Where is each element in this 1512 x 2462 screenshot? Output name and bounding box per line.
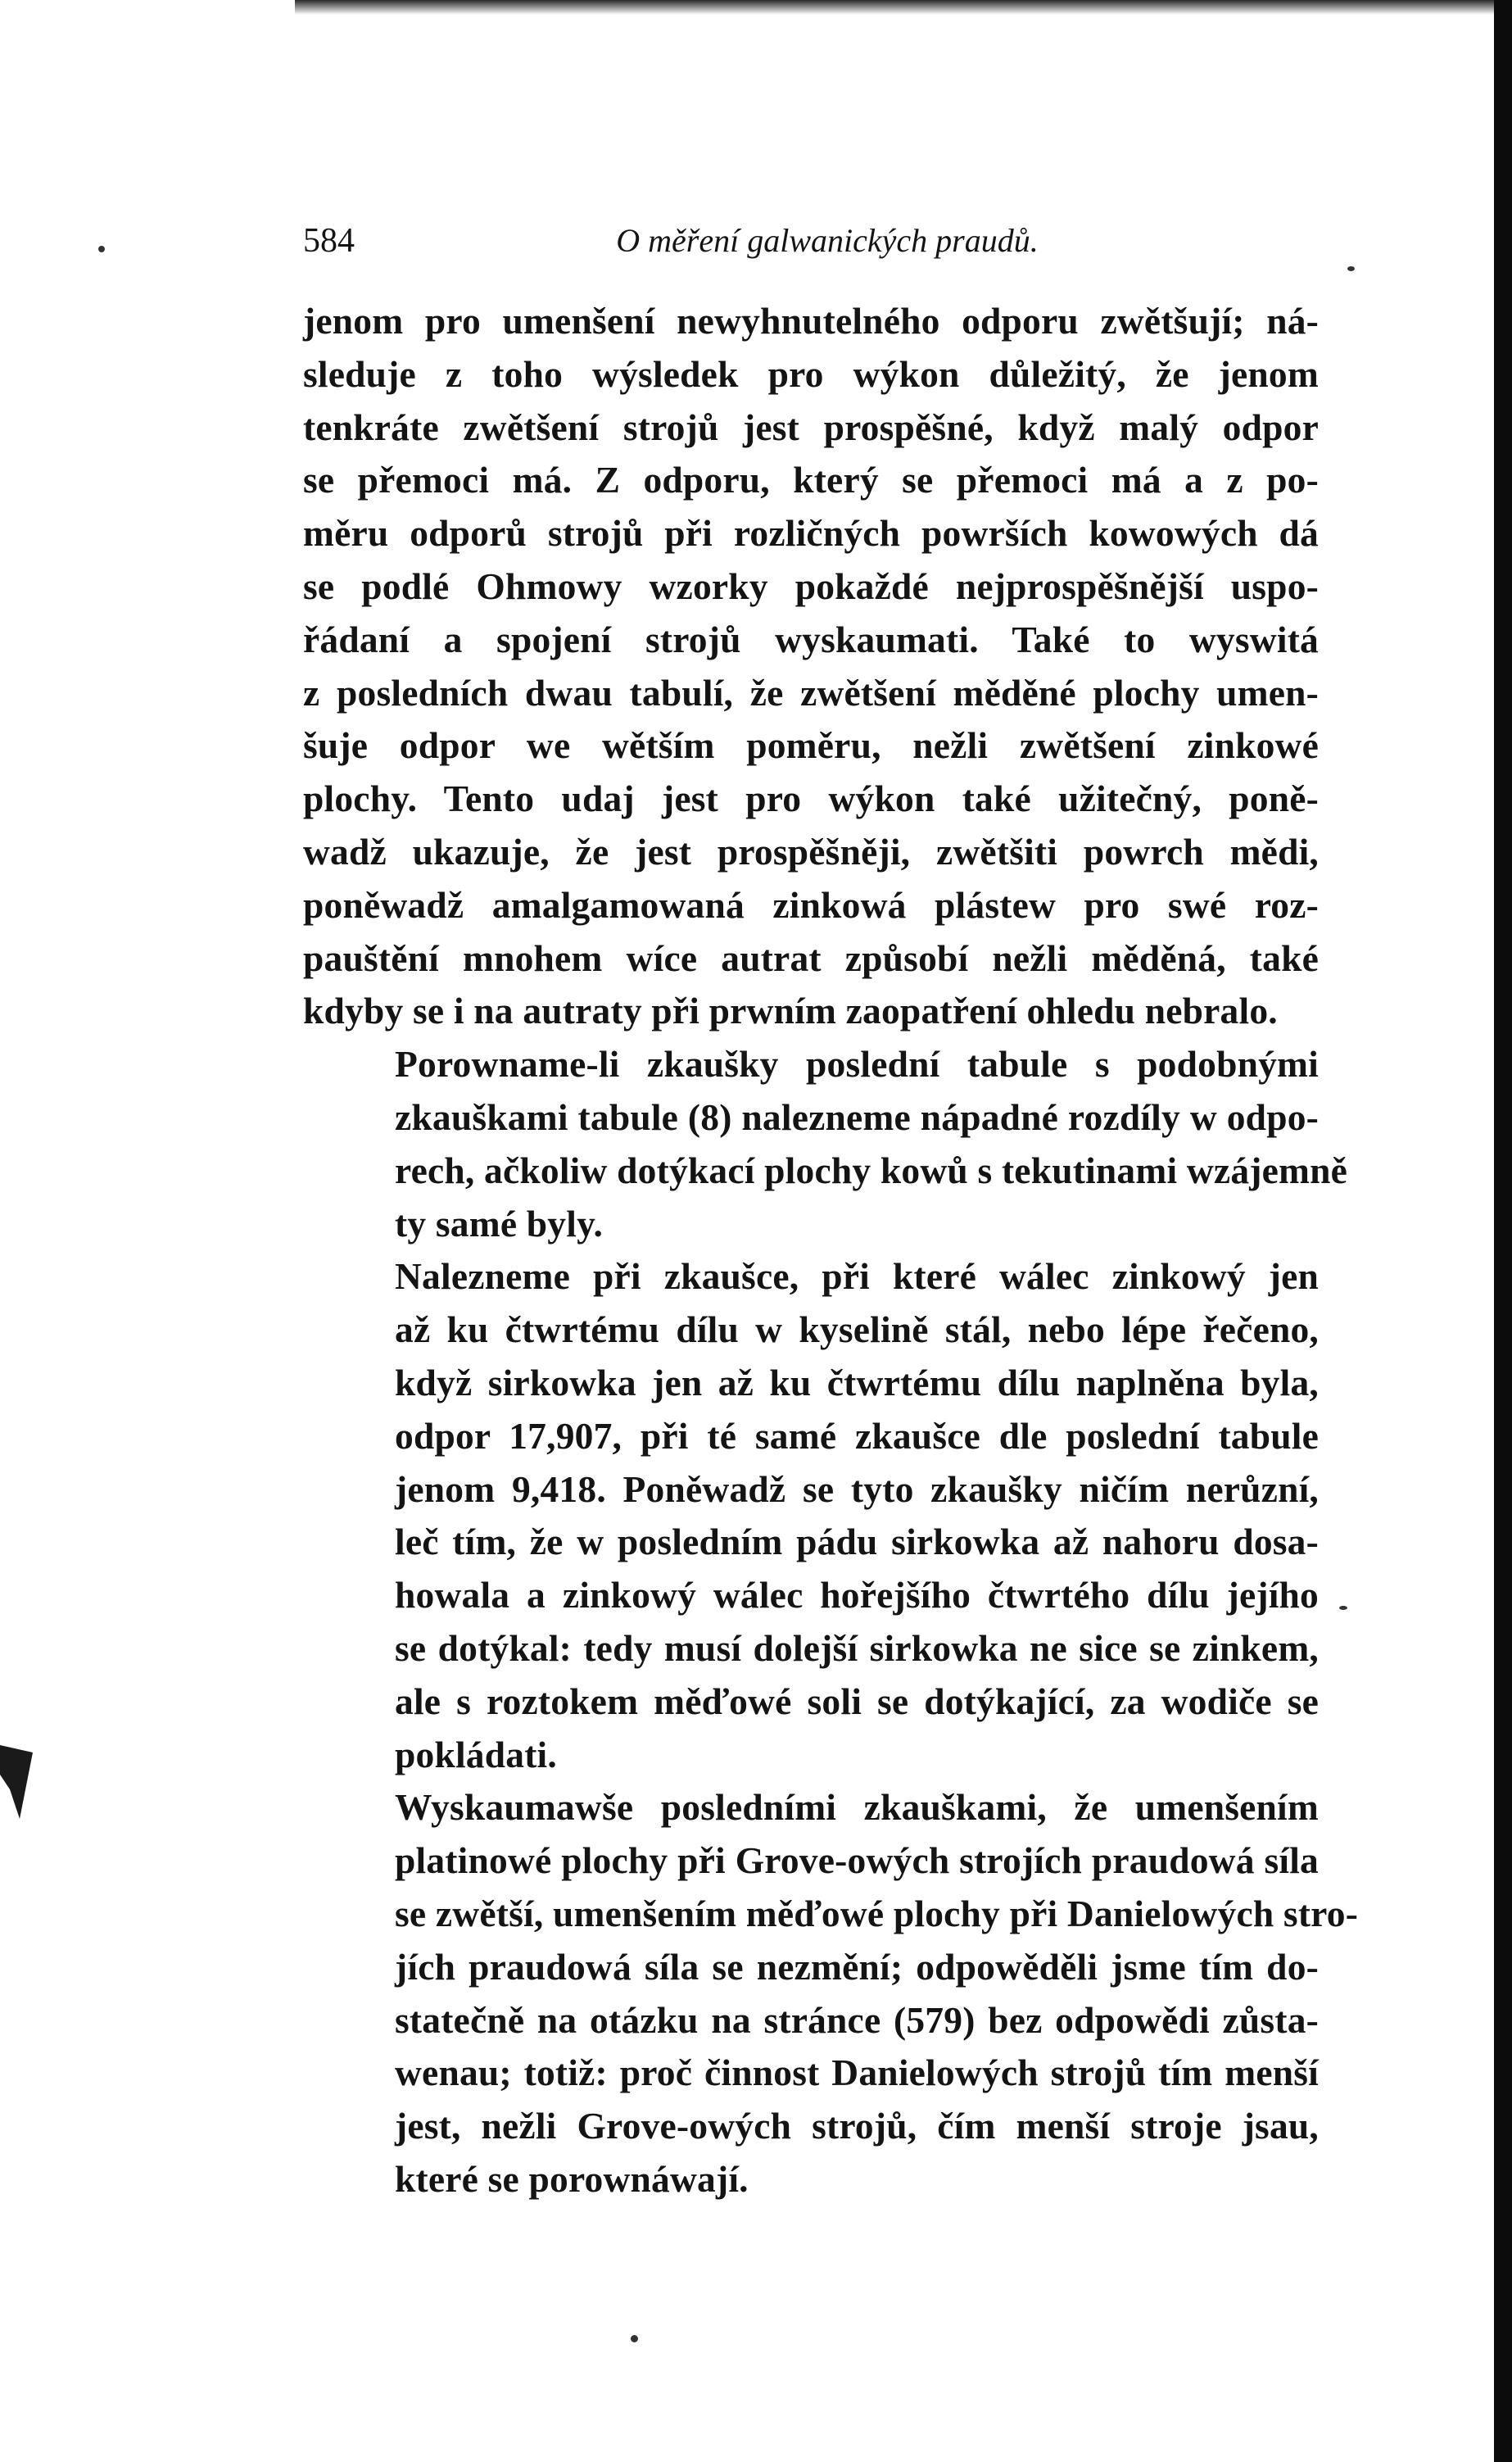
text-line: wenau; totiž: proč činnost Danielowých strojů tím menší [395, 2052, 1319, 2094]
scan-speck [1339, 1606, 1347, 1610]
text-line: když sirkowka jen až ku čtwrtému dílu naplněna byla, [395, 1361, 1319, 1403]
text-line: odpor 17,907, při té samé zkaušce dle poslední tabule [395, 1414, 1319, 1457]
text-line: sleduje z toho wýsledek pro wýkon důležitý, že jenom [303, 352, 1319, 395]
text-line: řádaní a spojení strojů wyskaumati. Také to wyswitá [303, 618, 1319, 660]
text-line: statečně na otázku na stránce (579) bez odpowědi zůsta- [395, 1998, 1319, 2041]
text-line: jenom 9,418. Poněwadž se tyto zkaušky ničím nerůzní, [395, 1467, 1319, 1510]
scan-speck [631, 2335, 638, 2342]
text-line: Wyskaumawše posledními zkauškami, že umenšením [395, 1786, 1319, 1829]
text-line: platinowé plochy při Grove-owých strojích praudowá síla [395, 1839, 1319, 1882]
paragraph [303, 1250, 1319, 1781]
text-line: rech, ačkoliw dotýkací plochy kowů s tekutinami wzájemně [395, 1149, 1348, 1191]
text-line: jích praudowá síla se nezmění; odpowěděli jsme tím do- [395, 1945, 1319, 1988]
text-line: jenom pro umenšení newyhnutelného odporu zwětšují; ná- [303, 300, 1319, 342]
text-line: měru odporů strojů při rozličných powrších kowowých dá [303, 512, 1319, 555]
running-title: O měření galwanických praudů. [616, 222, 1039, 259]
page-number: 584 [303, 222, 355, 260]
text-line: se podlé Ohmowy wzorky pokaždé nejprospěšnější uspo- [303, 564, 1319, 607]
text-line: ty samé byly. [395, 1202, 604, 1245]
text-line: se dotýkal: tedy musí dolejší sirkowka ne sice se zinkem, [395, 1626, 1319, 1669]
text-line: pauštění mnohem wíce autrat způsobí nežli měděná, také [303, 936, 1319, 979]
text-line: wadž ukazuje, že jest prospěšněji, zwětšiti powrch mědi, [303, 830, 1319, 873]
text-line: leč tím, že w posledním pádu sirkowka až nahoru dosa- [395, 1521, 1319, 1563]
scan-speck [98, 246, 105, 252]
scan-mark-left [0, 1745, 33, 1819]
scan-edge-right [1494, 0, 1512, 2462]
text-line: Nalezneme při zkaušce, při které wálec zinkowý jen [395, 1255, 1319, 1298]
running-head [303, 221, 1319, 279]
body-text [303, 295, 1359, 2206]
paragraph [303, 1781, 1359, 2206]
text-line: které se porownáwají. [395, 2157, 749, 2200]
text-line: kdyby se i na autraty při prwním zaopatření ohledu nebralo. [303, 990, 1278, 1032]
paragraph [303, 295, 1319, 1038]
text-line: z posledních dwau tabulí, že zwětšení měděné plochy umen- [303, 671, 1319, 714]
text-line: plochy. Tento udaj jest pro wýkon také užitečný, poně- [303, 778, 1319, 820]
text-line: Porowname-li zkaušky poslední tabule s podobnými [395, 1043, 1319, 1086]
text-line: pokládati. [395, 1733, 557, 1775]
text-line: ale s roztokem měďowé soli se dotýkající, za wodiče se [395, 1680, 1319, 1722]
text-line: šuje odpor we wětším poměru, nežli zwětšení zinkowé [303, 724, 1319, 767]
text-line: tenkráte zwětšení strojů jest prospěšné, když malý odpor [303, 406, 1319, 448]
text-line: se přemoci má. Z odporu, který se přemoci má a z po- [303, 459, 1319, 501]
text-line: se zwětší, umenšením měďowé plochy při Danielowých stro- [395, 1892, 1359, 1934]
text-line: zkauškami tabule (8) nalezneme nápadné rozdíly w odpo- [395, 1095, 1319, 1138]
text-line: howala a zinkowý wálec hořejšího čtwrtého dílu jejího [395, 1574, 1319, 1616]
text-line: jest, nežli Grove-owých strojů, čím menší stroje jsau, [395, 2105, 1319, 2147]
scan-edge-top [295, 0, 1512, 15]
text-line: až ku čtwrtému dílu w kyselině stál, nebo lépe řečeno, [395, 1308, 1319, 1351]
text-line: poněwadž amalgamowaná zinkowá plástew pro swé roz- [303, 883, 1319, 926]
paragraph [303, 1038, 1348, 1250]
scan-speck [1347, 266, 1355, 271]
